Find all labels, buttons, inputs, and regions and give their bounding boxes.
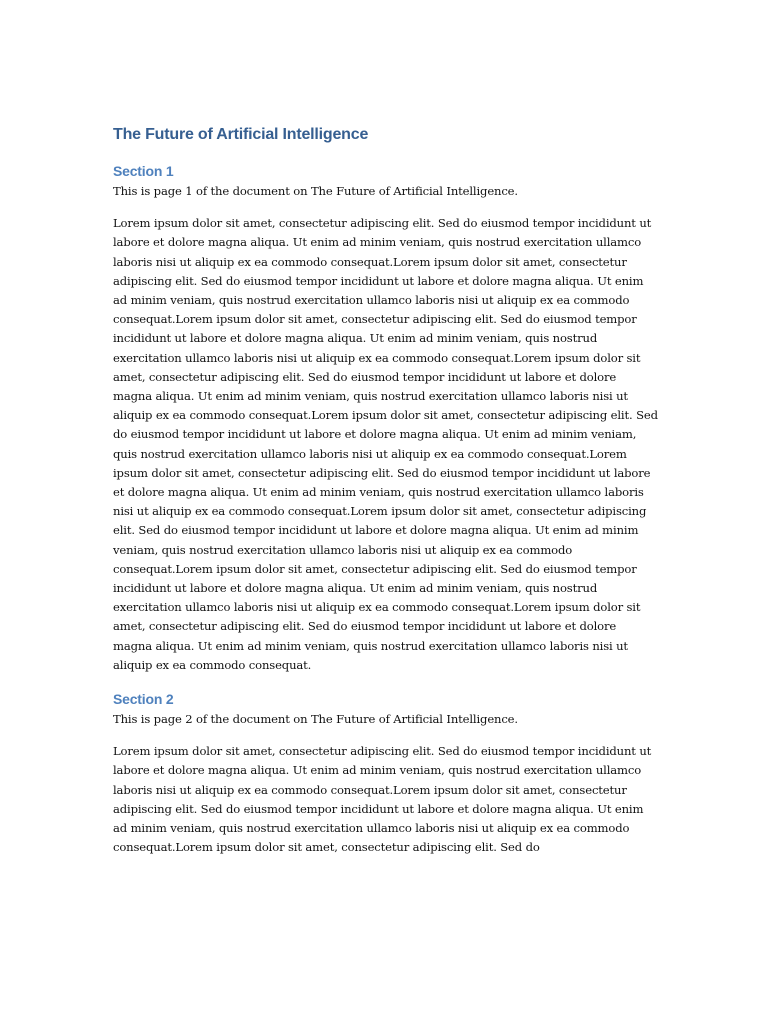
document-title: The Future of Artificial Intelligence: [113, 126, 369, 143]
section-1-body: Lorem ipsum dolor sit amet, consectetur adipiscing elit. Sed do eiusmod tempor incididunt ut labore et dolore magna aliqua. Ut enim ad minim veniam, quis nostrud exercitation ullamco laboris nisi ut aliquip ex ea commodo consequat.Lorem ipsum dolor sit amet, consectetur adipiscing elit. Sed do eiusmod tempor incididunt ut labore et dolore magna aliqua. Ut enim ad minim veniam, quis nostrud exercitation ullamco laboris nisi ut aliquip ex ea commodo consequat.Lorem ipsum dolor sit amet, consectetur adipiscing elit. Sed do eiusmod tempor incididunt ut labore et dolore magna aliqua. Ut enim ad minim veniam, quis nostrud exercitation ullamco laboris nisi ut aliquip ex ea commodo consequat.Lorem ipsum dolor sit amet, consectetur adipiscing elit. Sed do eiusmod tempor incididunt ut labore et dolore magna aliqua. Ut enim ad minim veniam, quis nostrud exercitation ullamco laboris nisi ut aliquip ex ea commodo consequat.Lorem ipsum dolor sit amet, consectetur adipiscing elit. Sed do eiusmod tempor incididunt ut labore et dolore magna aliqua. Ut enim ad minim veniam, quis nostrud exercitation ullamco laboris nisi ut aliquip ex ea commodo consequat.Lorem ipsum dolor sit amet, consectetur adipiscing elit. Sed do eiusmod tempor incididunt ut labore et dolore magna aliqua. Ut enim ad minim veniam, quis nostrud exercitation ullamco laboris nisi ut aliquip ex ea commodo consequat.Lorem ipsum dolor sit amet, consectetur adipiscing elit. Sed do eiusmod tempor incididunt ut labore et dolore magna aliqua. Ut enim ad minim veniam, quis nostrud exercitation ullamco laboris nisi ut aliquip ex ea commodo consequat.Lorem ipsum dolor sit amet, consectetur adipiscing elit. Sed do eiusmod tempor incididunt ut labore et dolore magna aliqua. Ut enim ad minim veniam, quis nostrud exercitation ullamco laboris nisi ut aliquip ex ea commodo consequat.Lorem ipsum dolor sit amet, consectetur adipiscing elit. Sed do eiusmod tempor incididunt ut labore et dolore magna aliqua. Ut enim ad minim veniam, quis nostrud exercitation ullamco laboris nisi ut aliquip ex ea commodo consequat.: [113, 216, 658, 672]
document-page: [113, 124, 658, 857]
section-2: [113, 689, 658, 857]
section-1: [113, 161, 658, 675]
section-1-intro: This is page 1 of the document on The Future of Artificial Intelligence.: [113, 184, 518, 198]
section-2-body: Lorem ipsum dolor sit amet, consectetur adipiscing elit. Sed do eiusmod tempor incididunt ut labore et dolore magna aliqua. Ut enim ad minim veniam, quis nostrud exercitation ullamco laboris nisi ut aliquip ex ea commodo consequat.Lorem ipsum dolor sit amet, consectetur adipiscing elit. Sed do eiusmod tempor incididunt ut labore et dolore magna aliqua. Ut enim ad minim veniam, quis nostrud exercitation ullamco laboris nisi ut aliquip ex ea commodo consequat.Lorem ipsum dolor sit amet, consectetur adipiscing elit. Sed do: [113, 744, 652, 855]
section-1-heading: Section 1: [113, 163, 174, 179]
section-2-intro: This is page 2 of the document on The Future of Artificial Intelligence.: [113, 712, 518, 727]
section-2-heading: Section 2: [113, 691, 174, 708]
